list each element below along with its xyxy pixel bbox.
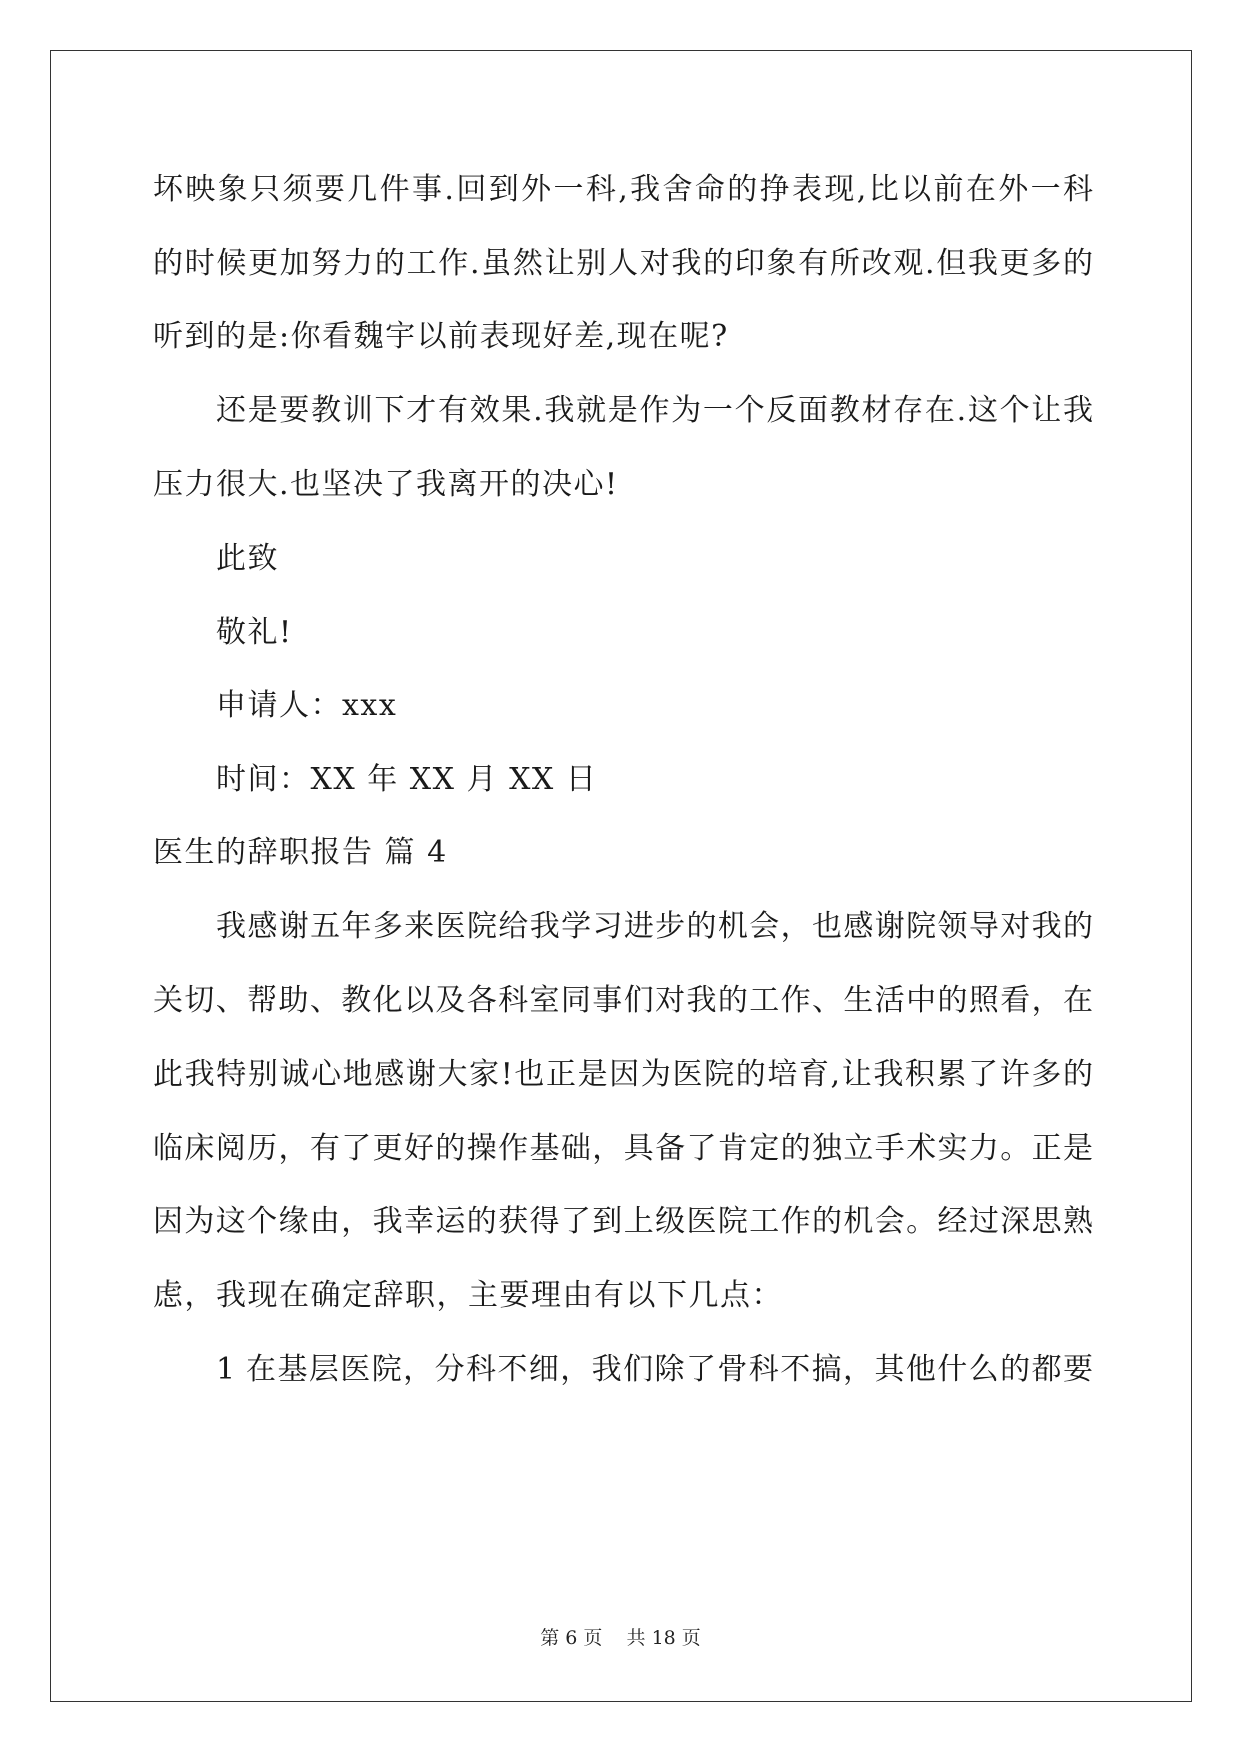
paragraph-start-line: 还是要教训下才有效果.我就是作为一个反面教材存在.这个让我 [216,393,1093,428]
text-line: 关切、帮助、教化以及各科室同事们对我的工作、生活中的照看，在 [153,983,1093,1018]
text-line: 听到的是:你看魏宇以前表现好差,现在呢? [153,319,729,354]
text-line: 压力很大.也坚决了我离开的决心! [153,467,619,502]
text-line: 此我特别诚心地感谢大家!也正是因为医院的培育,让我积累了许多的 [153,1057,1093,1092]
applicant-line: 申请人：xxx [216,688,398,723]
date-line: 时间：XX 年 XX 月 XX 日 [216,762,598,797]
section-heading: 医生的辞职报告 篇 4 [153,835,448,870]
paragraph-start-line: 我感谢五年多来医院给我学习进步的机会，也感谢院领导对我的 [216,909,1093,944]
closing-salutation: 此致 [216,541,279,576]
closing-regards: 敬礼! [216,615,293,650]
page-number-footer: 第 6 页 共 18 页 [540,1627,701,1649]
text-line: 的时候更加努力的工作.虽然让别人对我的印象有所改观.但我更多的 [153,246,1093,281]
text-line: 因为这个缘由，我幸运的获得了到上级医院工作的机会。经过深思熟 [153,1204,1093,1239]
text-line: 临床阅历，有了更好的操作基础，具备了肯定的独立手术实力。正是 [153,1131,1093,1166]
list-item-line: 1 在基层医院，分科不细，我们除了骨科不搞，其他什么的都要 [216,1352,1093,1387]
text-line: 虑，我现在确定辞职，主要理由有以下几点： [153,1278,783,1313]
text-line: 坏映象只须要几件事.回到外一科,我舍命的挣表现,比以前在外一科 [153,172,1093,207]
page-border [50,50,1192,1702]
